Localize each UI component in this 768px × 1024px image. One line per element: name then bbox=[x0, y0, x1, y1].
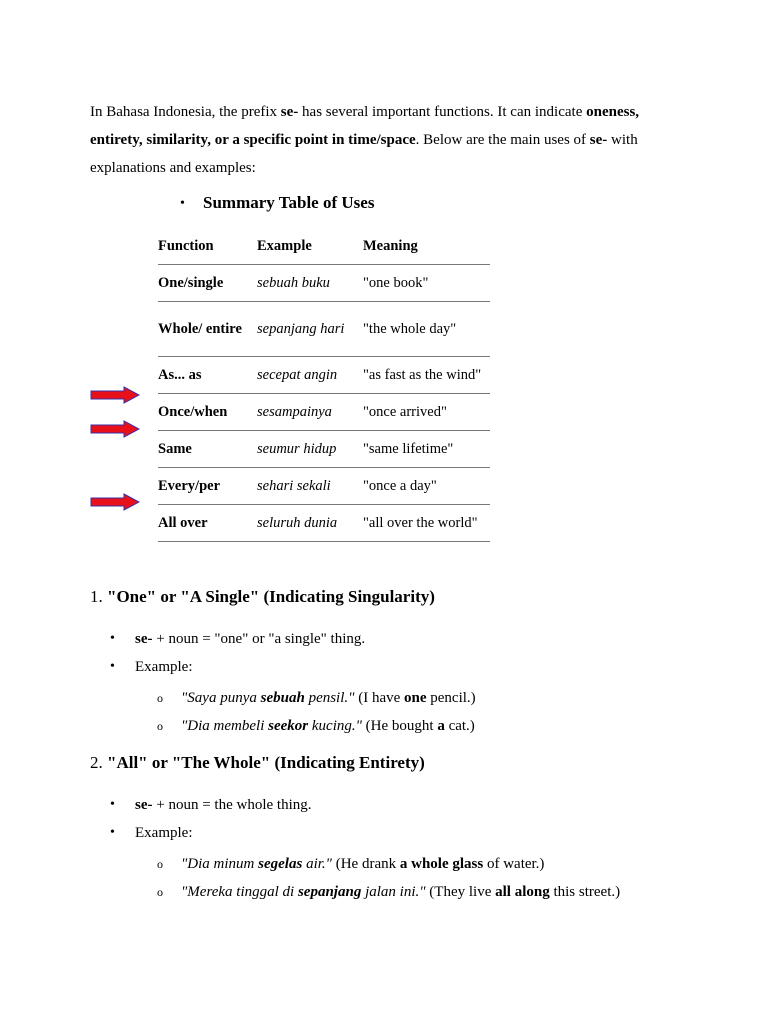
functions-list: oneness, entirety, similarity, or a specific point in time/space bbox=[90, 104, 640, 148]
cell-function: Whole/ entire bbox=[158, 302, 257, 357]
header-meaning: Meaning bbox=[363, 228, 490, 265]
section-heading-1 bbox=[90, 587, 435, 607]
cell-meaning: "once a day" bbox=[363, 468, 490, 505]
section2-examples bbox=[157, 850, 717, 906]
translation-highlight: a whole glass bbox=[399, 856, 484, 872]
translation-text: (I have bbox=[354, 690, 405, 706]
table-row bbox=[158, 357, 490, 394]
highlight-word: segelas bbox=[258, 856, 303, 872]
cell-meaning: "same lifetime" bbox=[363, 431, 490, 468]
cell-function: Every/per bbox=[158, 468, 257, 505]
section2-bullets bbox=[110, 791, 710, 847]
section-number: 1. bbox=[90, 587, 107, 606]
translation-text: pencil.) bbox=[426, 690, 476, 706]
table-row bbox=[158, 431, 490, 468]
example-item bbox=[157, 684, 717, 712]
list-item bbox=[110, 653, 710, 681]
table-row bbox=[158, 302, 490, 357]
example-quote bbox=[181, 884, 426, 900]
cell-function: Same bbox=[158, 431, 257, 468]
cell-function: As... as bbox=[158, 357, 257, 394]
red-arrow-icon bbox=[90, 420, 140, 438]
cell-example: sehari sekali bbox=[257, 468, 363, 505]
cell-example: sebuah buku bbox=[257, 265, 363, 302]
table-header-row bbox=[158, 228, 490, 265]
quote-text: kucing." bbox=[308, 718, 362, 734]
bullet-icon: • bbox=[180, 196, 185, 211]
cell-example: sesampainya bbox=[257, 394, 363, 431]
example-quote bbox=[181, 690, 354, 706]
rule-text: + noun = the whole thing. bbox=[152, 797, 312, 813]
quote-text: "Saya punya bbox=[181, 690, 261, 706]
example-item bbox=[157, 850, 717, 878]
prefix-se: se- bbox=[280, 104, 299, 120]
cell-example: secepat angin bbox=[257, 357, 363, 394]
list-item bbox=[110, 819, 710, 847]
translation-text: of water.) bbox=[483, 856, 545, 872]
highlight-word: sebuah bbox=[260, 690, 305, 706]
intro-text: has several important functions. It can indicate bbox=[298, 104, 587, 120]
red-arrow-icon bbox=[90, 386, 140, 404]
intro-paragraph bbox=[90, 98, 680, 182]
translation-text: this street.) bbox=[549, 884, 621, 900]
cell-example: seumur hidup bbox=[257, 431, 363, 468]
cell-example: seluruh dunia bbox=[257, 505, 363, 542]
table-row bbox=[158, 468, 490, 505]
cell-meaning: "one book" bbox=[363, 265, 490, 302]
example-quote bbox=[181, 856, 332, 872]
highlight-word: sepanjang bbox=[297, 884, 362, 900]
table-row bbox=[158, 265, 490, 302]
quote-text: "Dia membeli bbox=[181, 718, 269, 734]
translation-highlight: all along bbox=[495, 884, 550, 900]
quote-text: pensil." bbox=[304, 690, 355, 706]
quote-text: air." bbox=[302, 856, 332, 872]
list-item bbox=[110, 791, 710, 819]
cell-meaning: "as fast as the wind" bbox=[363, 357, 490, 394]
prefix-se: se- bbox=[589, 132, 608, 148]
intro-text: . Below are the main uses of bbox=[415, 132, 590, 148]
cell-meaning: "the whole day" bbox=[363, 302, 490, 357]
translation-highlight: one bbox=[404, 690, 427, 706]
red-arrow-icon bbox=[90, 493, 140, 511]
uses-table bbox=[158, 228, 490, 542]
header-example: Example bbox=[257, 228, 363, 265]
table-row bbox=[158, 505, 490, 542]
intro-text: In Bahasa Indonesia, the prefix bbox=[90, 104, 281, 120]
quote-text: "Dia minum bbox=[181, 856, 259, 872]
translation-text: cat.) bbox=[444, 718, 475, 734]
translation-text: (They live bbox=[425, 884, 496, 900]
section-number: 2. bbox=[90, 753, 107, 772]
quote-text: jalan ini." bbox=[361, 884, 426, 900]
translation-highlight: a bbox=[437, 718, 445, 734]
summary-title: Summary Table of Uses bbox=[203, 193, 375, 212]
cell-meaning: "all over the world" bbox=[363, 505, 490, 542]
prefix-se: se- bbox=[135, 797, 153, 813]
rule-text: + noun = "one" or "a single" thing. bbox=[152, 631, 366, 647]
example-label: Example: bbox=[135, 659, 193, 675]
table-row bbox=[158, 394, 490, 431]
summary-heading bbox=[180, 193, 374, 213]
quote-text: "Mereka tinggal di bbox=[181, 884, 298, 900]
highlight-word: seekor bbox=[268, 718, 309, 734]
list-item bbox=[110, 625, 710, 653]
example-quote bbox=[181, 718, 362, 734]
section1-bullets bbox=[110, 625, 710, 681]
intro-text: with explanations and examples: bbox=[90, 132, 638, 176]
section-title: "One" or "A Single" (Indicating Singularity) bbox=[107, 587, 435, 606]
translation-text: (He bought bbox=[361, 718, 438, 734]
cell-meaning: "once arrived" bbox=[363, 394, 490, 431]
header-function: Function bbox=[158, 228, 257, 265]
cell-function: All over bbox=[158, 505, 257, 542]
cell-function: One/single bbox=[158, 265, 257, 302]
section-title: "All" or "The Whole" (Indicating Entirety) bbox=[107, 753, 425, 772]
example-item bbox=[157, 712, 717, 740]
cell-function: Once/when bbox=[158, 394, 257, 431]
cell-example: sepanjang hari bbox=[257, 302, 363, 357]
example-item bbox=[157, 878, 717, 906]
section1-examples bbox=[157, 684, 717, 740]
prefix-se: se- bbox=[135, 631, 153, 647]
translation-text: (He drank bbox=[331, 856, 400, 872]
example-label: Example: bbox=[135, 825, 193, 841]
section-heading-2 bbox=[90, 753, 425, 773]
